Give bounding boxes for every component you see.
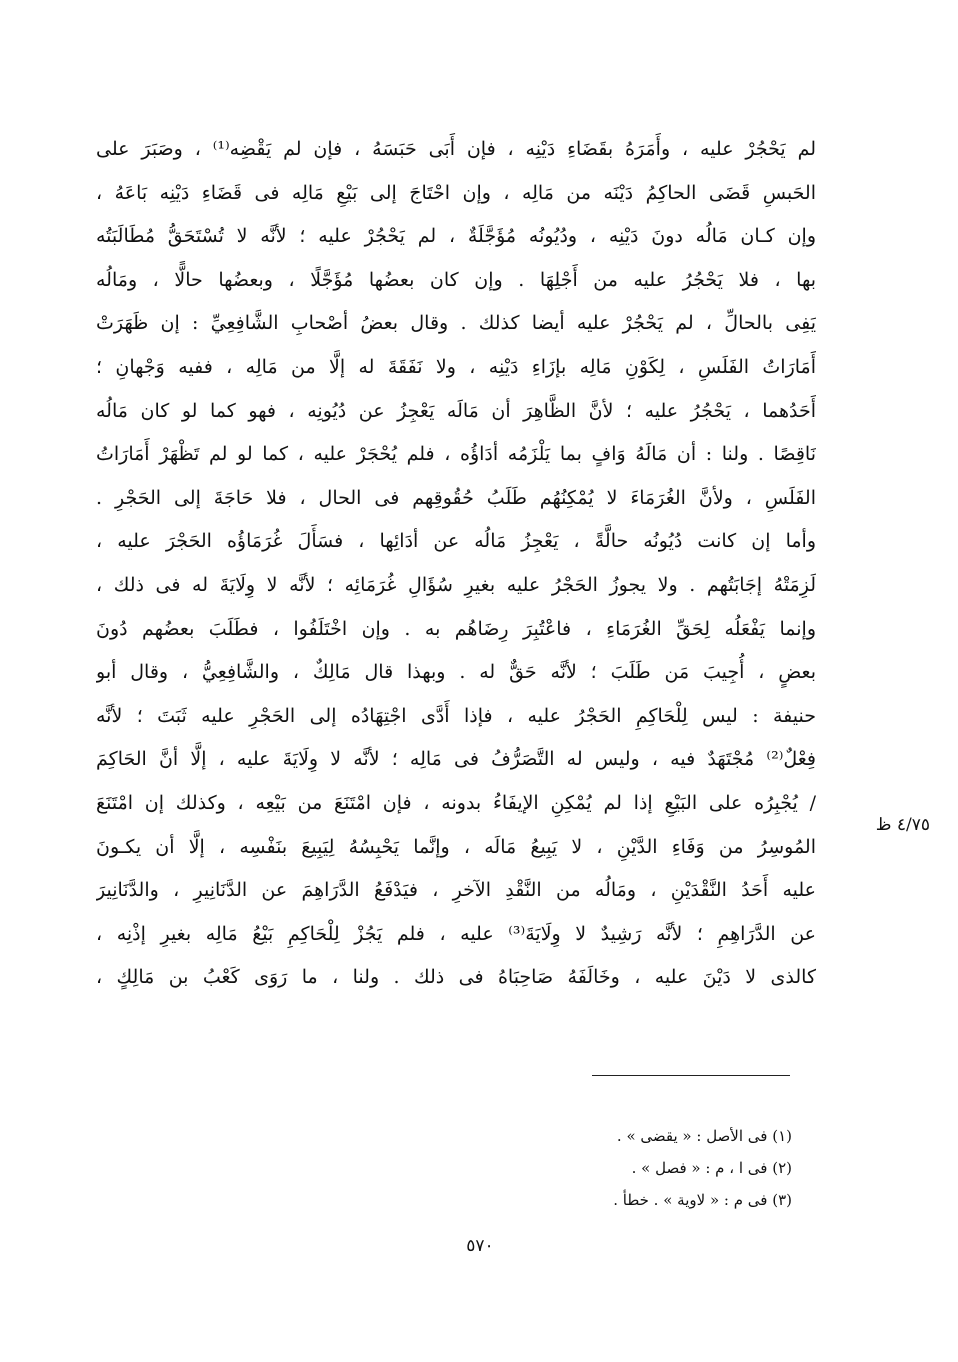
text-line: نَاقِصًا . ولنا : أن مَالَهُ وَافٍ بما يَلْزَمُه أدَاؤُه ، فلم يُحْجَرْ عليه ، كما لو لم تَظْهَرْ أَمَارَاتُ bbox=[96, 443, 816, 466]
text-line: أَحَدُهما ، يَحْجُرُ عليه ؛ لأنَّ الظَّاهِرَ أن مَالَه يَعْجِزُ عن دُيُونِه ، فهو كما لو كان مَالُه bbox=[96, 399, 816, 422]
manuscript-folio-marker: ٤/٧٥ ظ bbox=[875, 815, 930, 835]
text-line: وإنما يَفْعَلُه لِحَقِّ الغُرَمَاءِ ، فاعْتُبِرَ رِضَاهُم به . وإن اخْتَلَفُوا ، فطَلَبَ بعضُهم دُونَ bbox=[96, 617, 816, 640]
footnotes-block bbox=[420, 1120, 792, 1216]
text-line: عن الدَّرَاهِمِ ؛ لأنَّه رَشِيدٌ لا وِلَايَةَ⁽³⁾ عليه ، فلم يَجُزْ لِلْحَاكِمِ بَيْعُ مَالِه بغيرِ إذْنِه ، bbox=[96, 922, 816, 945]
text-line: الفَلَسِ ، ولأنَّ الغُرَمَاءَ لا يُمْكِنُهُم طَلَبُ حُقُوقِهم فى الحال ، فلا حَاجَةَ إلى الحَجْرِ . bbox=[96, 486, 816, 509]
text-line: وأما إن كانت دُيُونُه حالَّةً ، يَعْجِزُ مَالُه عن أدَائِها ، فسَأَلَ غُرَمَاؤُه الحَجْرَ عليه ، bbox=[96, 530, 816, 553]
text-line: فِعْلٌ⁽²⁾ مُجْتَهَدٌ فيه ، وليس له التَّصَرُّفُ فى مَالِه ؛ لأنَّه لا وِلَايَةَ عليه ، إلَّا أنَّ الحَاكِمَ bbox=[96, 748, 816, 771]
text-line: وإن كـان مَالُه دونَ دَيْنِه ، ودُيُونُه مُؤَجَّلَةٌ ، لم يَحْجُرْ عليه ؛ لأنَّه لا تُسْتَحَقُّ مُطَالَبَتُه bbox=[96, 225, 816, 248]
text-line: بها ، فلا يَحْجُرُ عليه من أَجْلِهَا . وإن كان بعضُها مُؤَجَّلًا ، وبعضُها حالًّا ، ومَالُه bbox=[96, 268, 816, 291]
text-line: كالذى لا دَيْنَ عليه ، وخَالَفَهُ صَاحِبَاهُ فى ذلك . ولنا ، ما رَوَى كَعْبُ بن مَالِكٍ ، bbox=[96, 966, 816, 989]
text-line: المُوسِرُ من وَفَاءِ الدَّيْنِ ، لا يَبِيعُ مَالَه ، وإنَّما يَحْبِسُهُ لِيَبِيعَ بنَفْسِه ، إلَّا أن يكـونَ bbox=[96, 835, 816, 858]
text-line: حنيفة : ليس لِلْحَاكِمِ الحَجْرُ عليه ، فإذا أَدَّى اجْتِهَادُه إلى الحَجْرِ عليه ثَبَتَ ؛ لأنَّه bbox=[96, 704, 816, 727]
text-line: لَزِمَتْهُ إجَابَتُهم . ولا يجوزُ الحَجْرُ عليه بغيرِ سُؤَالِ غُرَمَائِه ؛ لأنَّه لا وِلَايَةَ له فى ذلك ، bbox=[96, 573, 816, 596]
footnote: (١) فى الأصل : « يقضى » . bbox=[616, 1127, 792, 1145]
text-line: عليه أَحَدُ النَّقْدَيْنِ ، ومَالُه من النَّقْدِ الآخرِ ، فيَدْفَعُ الدَّرَاهِمَ عن الدَّنَانِيرِ ، والدَّنَانِيرَ bbox=[96, 879, 816, 902]
text-line: لم يَحْجُرْ عليه ، وأَمَرَهُ بقَضَاءِ دَيْنِه ، فإن أَبَى حَبَسَهُ ، فإن لم يَقْضِه⁽¹⁾ ، وصَبَرَ على bbox=[96, 138, 816, 160]
page-number: ٥٧٠ bbox=[466, 1236, 494, 1256]
text-line: يَفِى بالحالِّ ، لم يَحْجُرْ عليه أيضا كذلك . وقال بعضُ أصْحابِ الشَّافِعِيِّ : إن ظَهَرَتْ bbox=[96, 312, 816, 335]
main-text-block bbox=[96, 128, 816, 1000]
text-line: أَمَارَاتُ الفَلَسِ ، لِكَوْنِ مَالِه بإزَاءِ دَيْنِه ، ولا نَفَقَةَ له إلَّا من مَالِه ، ففيه وَجْهانِ ؛ bbox=[96, 355, 816, 378]
text-line: / يُجْبِرُه على البَيْعِ إذا لم يُمْكِنِ الإيفَاءُ بدونه ، فإن امْتَنَعَ من بَيْعِه ، وكذلك إن امْتَنَعَ bbox=[96, 791, 816, 814]
footnote: (٣) فى م : « لاوية » . خطأ . bbox=[613, 1191, 792, 1209]
footnote-divider bbox=[592, 1075, 790, 1076]
text-line: بعضٍ ، أُجِيبَ مَن طَلَبَ ؛ لأنَّه حَقٌّ له . وبهذا قال مَالِكٌ ، والشَّافِعِيُّ ، وقال أبو bbox=[96, 661, 816, 684]
footnote: (٢) فى ا ، م : « فصل » . bbox=[631, 1159, 792, 1177]
text-line: الحَبسِ قَضَى الحاكِمُ دَيْنَه من مَالِه ، وإن احْتَاجَ إلى بَيْعِ مَالِه فى قَضَاءِ دَيْنِه بَاعَهُ ، bbox=[96, 181, 816, 204]
